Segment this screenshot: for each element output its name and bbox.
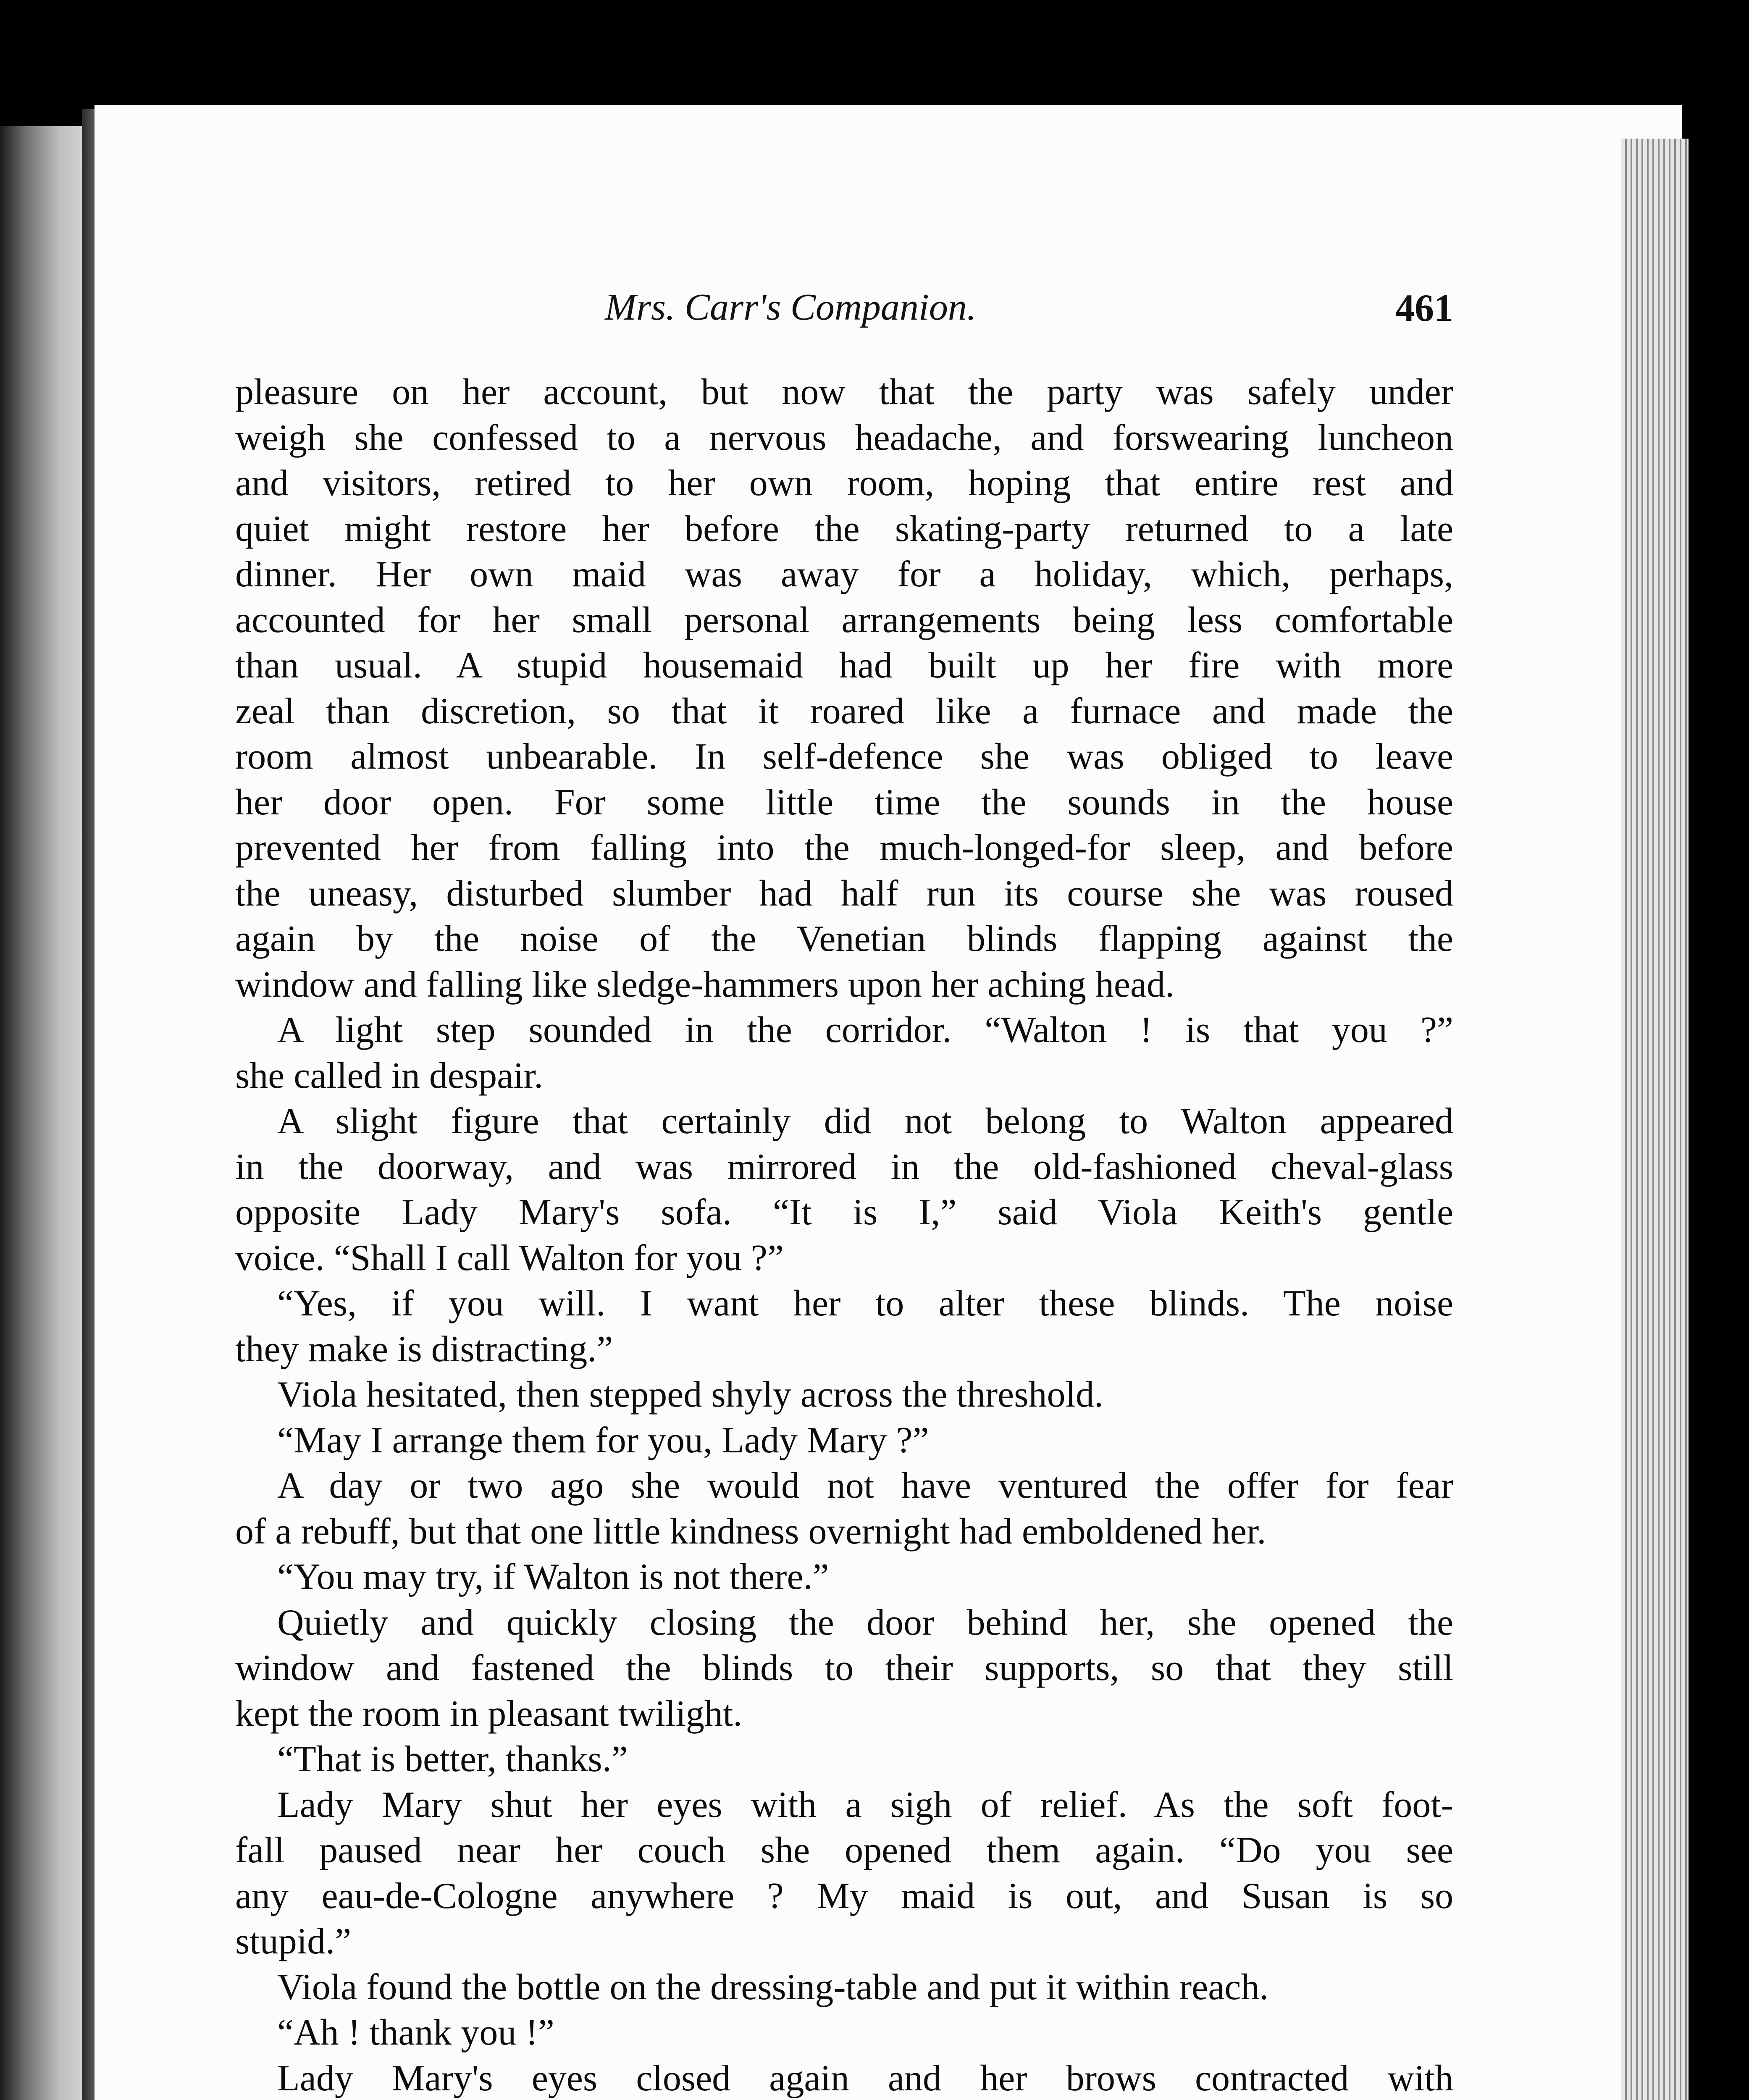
text-line: opposite Lady Mary's sofa. “It is I,” said Viola Keith's gentle bbox=[235, 1192, 1453, 1233]
text-line: room almost unbearable. In self-defence she was obliged to leave bbox=[235, 736, 1453, 777]
text-line: weigh she confessed to a nervous headache, and forswearing luncheon bbox=[235, 417, 1453, 458]
text-line: “May I arrange them for you, Lady Mary ?” bbox=[277, 1420, 929, 1461]
text-line: fall paused near her couch she opened them again. “Do you see bbox=[235, 1830, 1453, 1871]
text-line: “Yes, if you will. I want her to alter these blinds. The noise bbox=[277, 1283, 1453, 1324]
paragraph bbox=[235, 1782, 1453, 1965]
text-line: pleasure on her account, but now that the party was safely under bbox=[235, 372, 1453, 412]
text-line: A slight figure that certainly did not belong to Walton appeared bbox=[277, 1101, 1453, 1142]
text-line: quiet might restore her before the skating-party returned to a late bbox=[235, 508, 1453, 549]
text-line: Quietly and quickly closing the door behind her, she opened the bbox=[277, 1602, 1453, 1643]
text-line: Viola hesitated, then stepped shyly across the threshold. bbox=[277, 1374, 1103, 1415]
body-text bbox=[235, 370, 1453, 2100]
text-line: A light step sounded in the corridor. “Walton ! is that you ?” bbox=[277, 1010, 1453, 1050]
paragraph bbox=[235, 1463, 1453, 1554]
text-line: window and falling like sledge-hammers upon her aching head. bbox=[235, 964, 1175, 1005]
page-stack-edge bbox=[1621, 139, 1689, 2100]
paragraph bbox=[235, 1965, 1453, 2011]
page-number: 461 bbox=[1395, 286, 1453, 329]
paragraph bbox=[235, 1008, 1453, 1099]
paragraph bbox=[235, 1099, 1453, 1281]
text-line: any eau-de-Cologne anywhere ? My maid is out, and Susan is so bbox=[235, 1875, 1453, 1916]
text-line: window and fastened the blinds to their supports, so that they still bbox=[235, 1648, 1453, 1688]
text-line: zeal than discretion, so that it roared like a furnace and made the bbox=[235, 690, 1453, 732]
text-line: Lady Mary shut her eyes with a sigh of relief. As the soft foot- bbox=[277, 1784, 1453, 1825]
text-line: “That is better, thanks.” bbox=[277, 1739, 628, 1780]
text-line: stupid.” bbox=[235, 1921, 352, 1962]
paragraph bbox=[235, 370, 1453, 1008]
text-line: dinner. Her own maid was away for a holiday, which, perhaps, bbox=[235, 554, 1453, 595]
text-line: “You may try, if Walton is not there.” bbox=[277, 1557, 829, 1597]
text-line: Lady Mary's eyes closed again and her brows contracted with bbox=[277, 2058, 1453, 2099]
text-line: voice. “Shall I call Walton for you ?” bbox=[235, 1237, 784, 1278]
text-line: again by the noise of the Venetian blinds flapping against the bbox=[235, 919, 1453, 959]
paragraph bbox=[235, 1600, 1453, 1737]
text-line: “Ah ! thank you !” bbox=[277, 2012, 554, 2053]
paragraph bbox=[235, 2010, 1453, 2056]
text-line: in the doorway, and was mirrored in the old-fashioned cheval-glass bbox=[235, 1146, 1453, 1187]
paragraph bbox=[235, 1554, 1453, 1600]
text-line: than usual. A stupid housemaid had built up her fire with more bbox=[235, 645, 1453, 686]
text-line: her door open. For some little time the sounds in the house bbox=[235, 782, 1453, 823]
text-line: and visitors, retired to her own room, hoping that entire rest and bbox=[235, 463, 1453, 504]
text-line: of a rebuff, but that one little kindness overnight had emboldened her. bbox=[235, 1511, 1266, 1552]
text-line: A day or two ago she would not have ventured the offer for fear bbox=[277, 1465, 1453, 1506]
paragraph bbox=[235, 1281, 1453, 1372]
paragraph bbox=[235, 1737, 1453, 1782]
facing-page-edge bbox=[0, 126, 84, 2100]
text-line: the uneasy, disturbed slumber had half run its course she was roused bbox=[235, 873, 1453, 914]
text-line: kept the room in pleasant twilight. bbox=[235, 1693, 743, 1734]
paragraph bbox=[235, 1418, 1453, 1464]
paragraph bbox=[235, 2056, 1453, 2100]
running-title: Mrs. Carr's Companion. bbox=[605, 286, 977, 328]
text-line: Viola found the bottle on the dressing-table and put it within reach. bbox=[277, 1966, 1269, 2008]
running-header bbox=[235, 269, 1453, 353]
text-line: they make is distracting.” bbox=[235, 1328, 613, 1370]
text-line: accounted for her small personal arrangements being less comfortable bbox=[235, 599, 1453, 640]
paragraph bbox=[235, 1372, 1453, 1418]
text-line: she called in despair. bbox=[235, 1055, 544, 1096]
text-line: prevented her from falling into the much-longed-for sleep, and before bbox=[235, 827, 1453, 868]
